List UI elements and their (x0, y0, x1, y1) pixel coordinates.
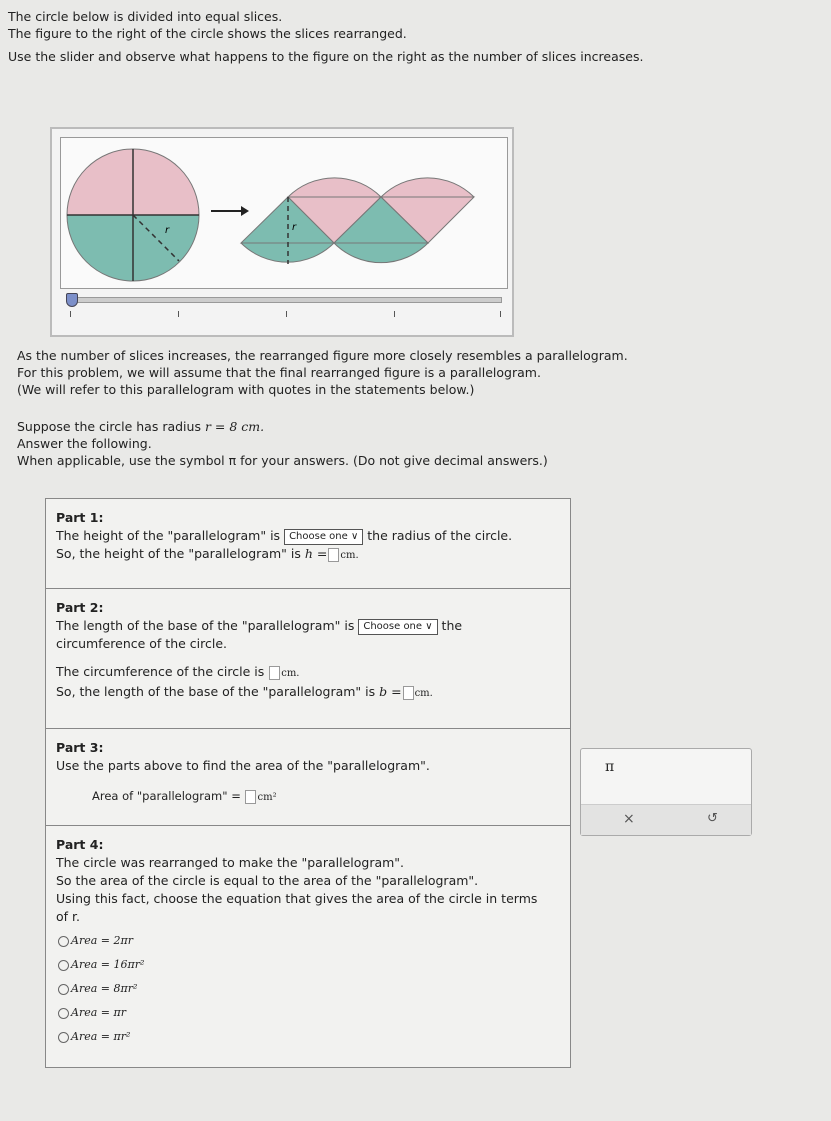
part-text: the (441, 618, 463, 633)
explanation-line: As the number of slices increases, the rearranged figure more closely resembles a parallelogram. (17, 348, 628, 363)
slice-count-slider[interactable] (68, 297, 502, 303)
part-text: Area of "parallelogram" = (92, 789, 241, 803)
slider-tick (178, 311, 179, 317)
intro-line: The circle below is divided into equal slices. (8, 9, 283, 24)
part-text: the radius of the circle. (367, 528, 513, 543)
part-3 (46, 729, 570, 826)
part-text: Using this fact, choose the equation that gives the area of the circle in terms (56, 891, 538, 906)
divided-circle (67, 149, 199, 281)
explanation-line: For this problem, we will assume that the final rearranged figure is a parallelogram. (17, 365, 541, 380)
radius-value: r = 8 cm. (204, 419, 265, 434)
circumference-input[interactable] (269, 666, 280, 680)
intro-text (8, 8, 643, 65)
option-label: Area = 16πr² (71, 958, 145, 971)
pi-button[interactable]: π (605, 759, 615, 775)
clear-icon[interactable]: × (623, 811, 635, 827)
part-text: The length of the base of the "parallelogram" is (56, 618, 355, 633)
undo-icon[interactable]: ↺ (707, 811, 718, 826)
part-text: So, the height of the "parallelogram" is (56, 546, 301, 561)
height-label: r (292, 222, 297, 233)
radio-button[interactable] (58, 960, 69, 971)
given-line: Suppose the circle has radius (17, 419, 205, 434)
explanation-line: (We will refer to this parallelogram with quotes in the statements below.) (17, 382, 475, 397)
radio-button[interactable] (58, 1008, 69, 1019)
radio-button[interactable] (58, 984, 69, 995)
part-text: So, the length of the base of the "parallelogram" is (56, 684, 376, 699)
part-text: The circumference of the circle is (56, 664, 265, 679)
area-options (56, 932, 560, 1046)
radio-button[interactable] (58, 936, 69, 947)
height-relation-select[interactable]: Choose one ∨ (284, 529, 363, 545)
part-1 (46, 499, 570, 589)
area-input[interactable] (245, 790, 256, 804)
intro-line: The figure to the right of the circle shows the slices rearranged. (8, 26, 407, 41)
unit: cm. (340, 550, 359, 561)
part-title: Part 3: (56, 740, 104, 755)
slice-figure-panel (50, 127, 514, 337)
option-label: Area = πr² (71, 1030, 131, 1043)
base-input[interactable] (403, 686, 414, 700)
intro-line: Use the slider and observe what happens to the figure on the right as the number of slices increases. (8, 49, 644, 64)
math-toolbar (580, 748, 752, 836)
slider-tick (70, 311, 71, 317)
slider-tick (394, 311, 395, 317)
option-label: Area = 8πr² (71, 982, 138, 995)
explanation-text (17, 347, 628, 398)
given-line: When applicable, use the symbol π for your answers. (Do not give decimal answers.) (17, 453, 548, 468)
part-2 (46, 589, 570, 729)
part-text: of r. (56, 909, 80, 924)
area-option[interactable] (58, 1004, 560, 1022)
unit: cm. (281, 668, 300, 679)
radio-button[interactable] (58, 1032, 69, 1043)
given-line: Answer the following. (17, 436, 152, 451)
var-h: h = (304, 546, 328, 561)
part-text: The height of the "parallelogram" is (56, 528, 281, 543)
part-text: The circle was rearranged to make the "parallelogram". (56, 855, 405, 870)
part-text: circumference of the circle. (56, 636, 228, 651)
part-text: Use the parts above to find the area of the "parallelogram". (56, 758, 430, 773)
part-title: Part 1: (56, 510, 104, 525)
slider-tick (286, 311, 287, 317)
given-text (17, 418, 548, 469)
radius-label: r (165, 225, 170, 236)
base-relation-select[interactable]: Choose one ∨ (358, 619, 437, 635)
height-input[interactable] (328, 548, 339, 562)
area-option[interactable] (58, 932, 560, 950)
unit: cm. (414, 688, 433, 699)
part-title: Part 4: (56, 837, 104, 852)
slider-thumb[interactable] (66, 293, 78, 307)
figure-canvas (60, 137, 508, 289)
part-title: Part 2: (56, 600, 104, 615)
area-option[interactable] (58, 980, 560, 998)
arrow-icon (211, 206, 249, 216)
var-b: b = (379, 684, 402, 699)
area-option[interactable] (58, 956, 560, 974)
option-label: Area = 2πr (71, 934, 133, 947)
part-text: So the area of the circle is equal to the area of the "parallelogram". (56, 873, 479, 888)
rearranged-slices (241, 178, 474, 264)
slider-tick (500, 311, 501, 317)
area-option[interactable] (58, 1028, 560, 1046)
toolbar-actions (581, 804, 751, 835)
question-parts (45, 498, 571, 1068)
part-4 (46, 826, 570, 1069)
option-label: Area = πr (71, 1006, 126, 1019)
unit: cm² (257, 792, 277, 803)
